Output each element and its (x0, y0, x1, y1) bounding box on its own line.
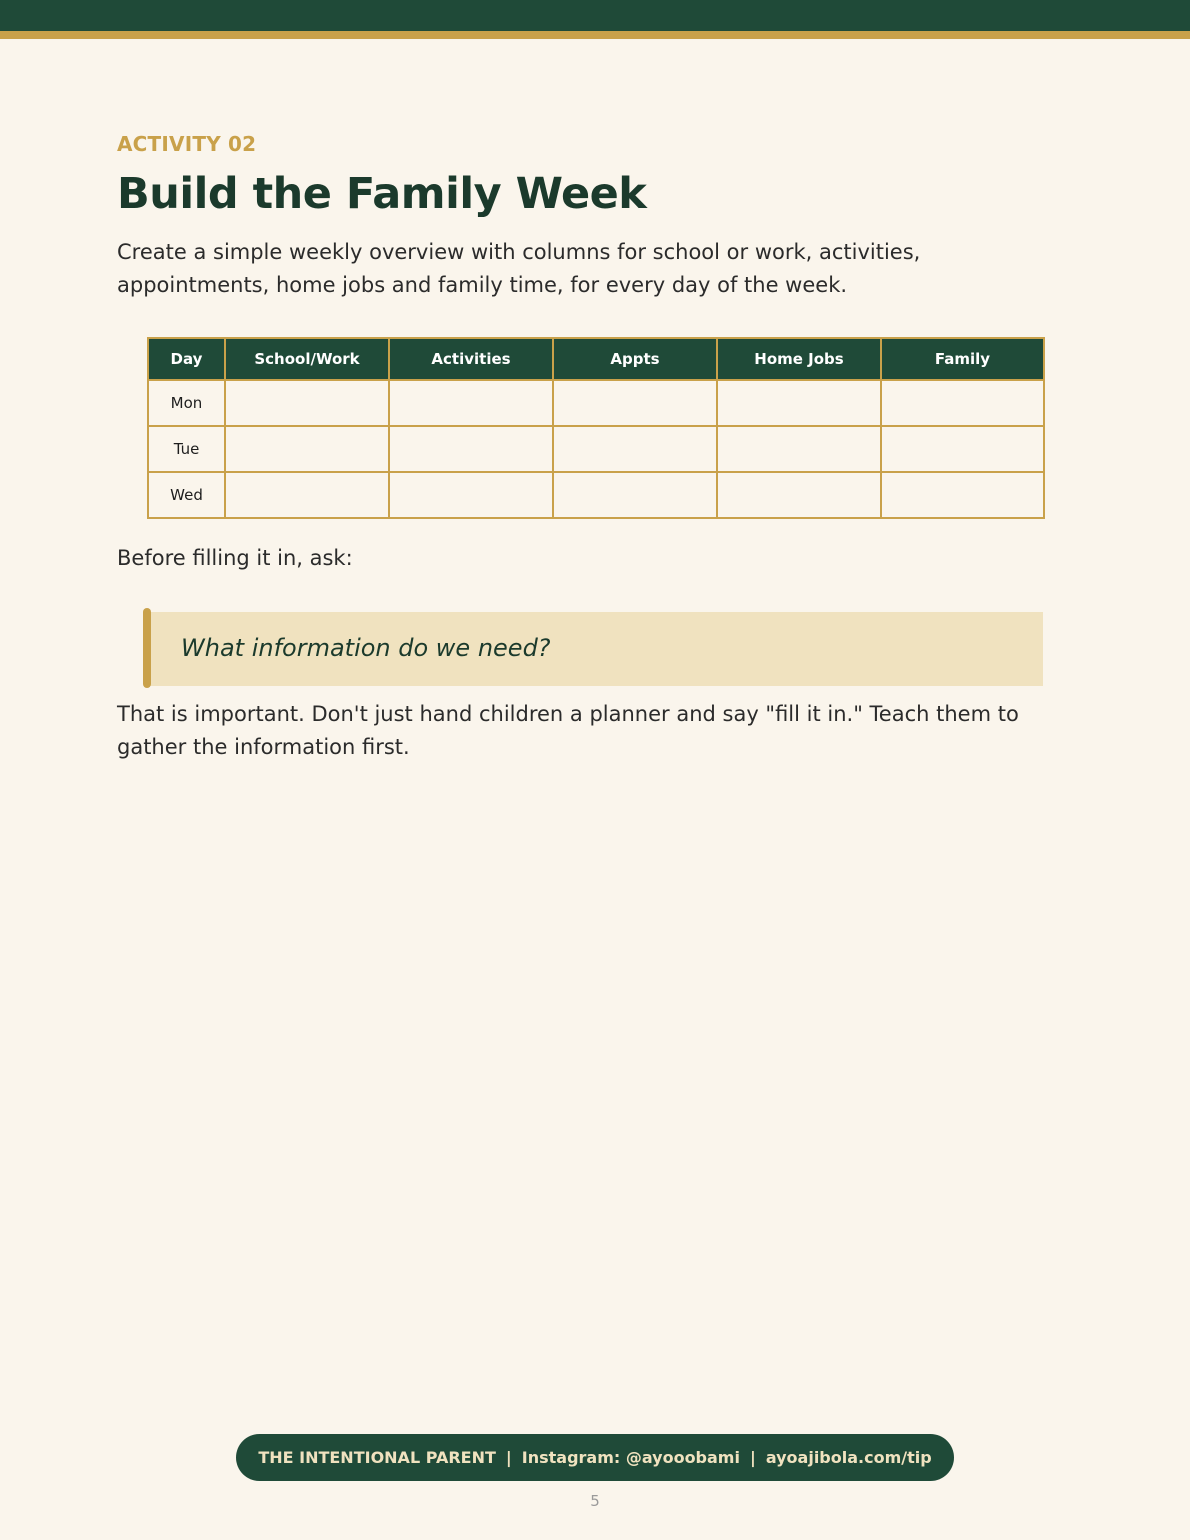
family-cell (881, 472, 1044, 518)
column-header-family: Family (881, 338, 1044, 380)
footer-separator: | (749, 1448, 756, 1467)
appts-cell (553, 426, 717, 472)
table-row (148, 472, 1044, 518)
day-cell: Wed (148, 472, 225, 518)
activities-cell (389, 426, 553, 472)
question-callout (143, 608, 1043, 688)
column-header-appts: Appts (553, 338, 717, 380)
top-gold-rule (0, 31, 1190, 39)
family-week-table (147, 337, 1045, 519)
top-banner (0, 0, 1190, 31)
appts-cell (553, 380, 717, 426)
family-cell (881, 380, 1044, 426)
appts-cell (553, 472, 717, 518)
footer-banner (236, 1434, 954, 1481)
footer-website: ayoajibola.com/tip (765, 1448, 932, 1467)
day-cell: Mon (148, 380, 225, 426)
activity-label: ACTIVITY 02 (117, 132, 257, 156)
activities-cell (389, 380, 553, 426)
day-cell: Tue (148, 426, 225, 472)
column-header-school-work: School/Work (225, 338, 389, 380)
main-content (117, 130, 1067, 302)
prompt-text: Before filling it in, ask: (117, 546, 353, 570)
page-title: Build the Family Week (117, 169, 647, 219)
closing-paragraph: That is important. Don't just hand children a planner and say "fill it in." Teach them to gather the information first. (117, 702, 1019, 759)
footer-separator: | (505, 1448, 512, 1467)
callout-background (149, 612, 1043, 686)
page-number: 5 (590, 1492, 600, 1510)
footer-brand: THE INTENTIONAL PARENT (258, 1448, 496, 1467)
callout-question: What information do we need? (181, 634, 551, 662)
home-jobs-cell (717, 380, 881, 426)
column-header-home-jobs: Home Jobs (717, 338, 881, 380)
column-header-day: Day (148, 338, 225, 380)
school-work-cell (225, 472, 389, 518)
table-row (148, 426, 1044, 472)
table-header-row (148, 338, 1044, 380)
footer-instagram: Instagram: @ayooobami (521, 1448, 740, 1467)
family-cell (881, 426, 1044, 472)
intro-paragraph: Create a simple weekly overview with columns for school or work, activities, appointments, home jobs and family time, for every day of the week. (117, 240, 921, 297)
school-work-cell (225, 426, 389, 472)
school-work-cell (225, 380, 389, 426)
home-jobs-cell (717, 426, 881, 472)
table-row (148, 380, 1044, 426)
column-header-activities: Activities (389, 338, 553, 380)
home-jobs-cell (717, 472, 881, 518)
callout-accent-bar (143, 608, 151, 688)
activities-cell (389, 472, 553, 518)
